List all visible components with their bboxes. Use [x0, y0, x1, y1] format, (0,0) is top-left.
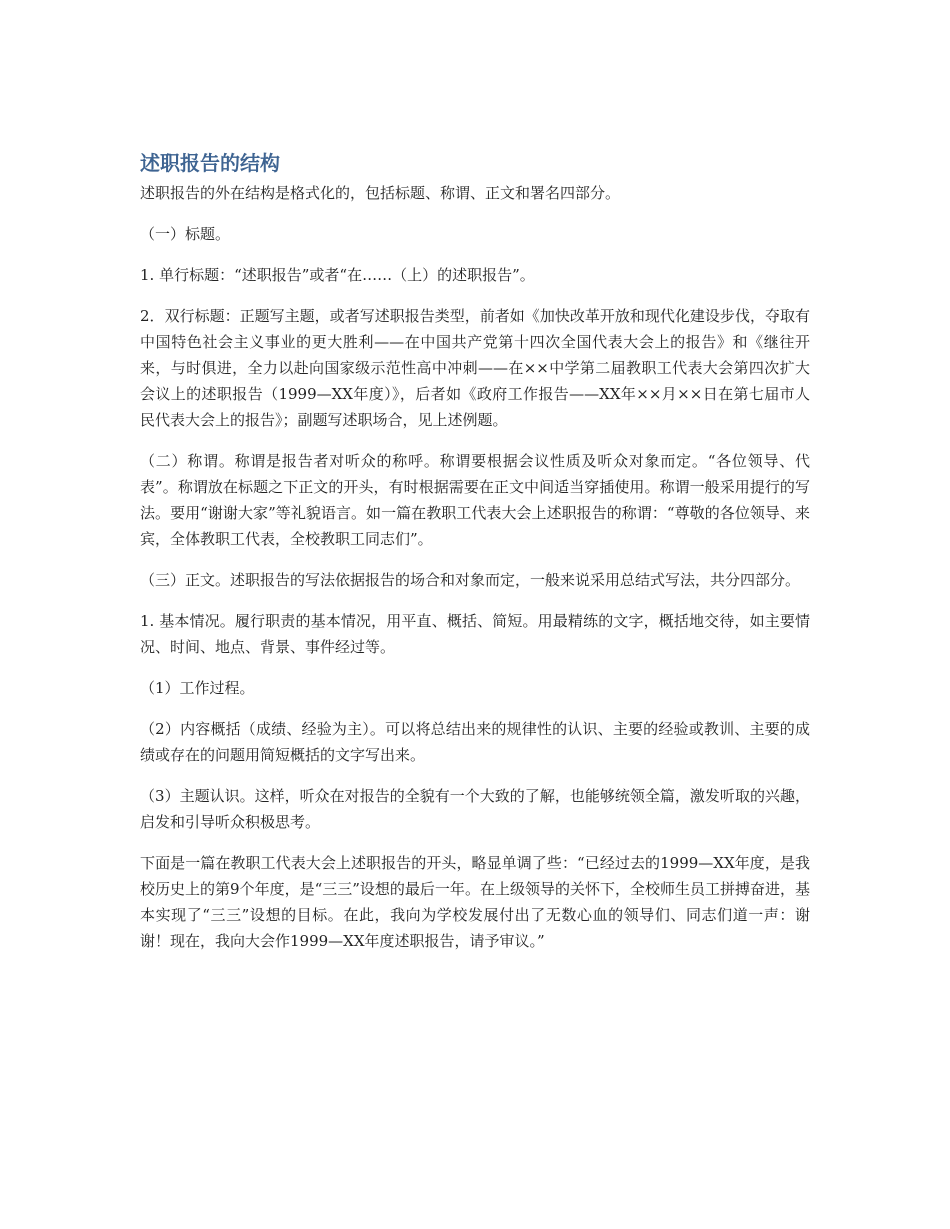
- paragraph-work-process: （1）工作过程。: [140, 679, 255, 697]
- paragraph-single-line-title: 1. 单行标题：“述职报告”或者“在……（上）的述职报告”。: [140, 266, 535, 284]
- paragraph-section-body: （三）正文。述职报告的写法依据报告的场合和对象而定，一般来说采用总结式写法，共分四部分。: [140, 571, 801, 589]
- paragraph-example-opening: 下面是一篇在教职工代表大会上述职报告的开头，略显单调了些：“已经过去的1999—XX年度，是我校历史上的第9个年度，是“三三”设想的最后一年。在上级领导的关怀下，全校师生员工拼搏奋进，基本实现了“三三”设想的目标。在此，我向为学校发展付出了无数心血的领导们、同志们道一声：谢谢！现在，我向大会作1999—XX年度述职报告，请予审议。”: [140, 854, 810, 950]
- paragraph-double-line-title: 2．双行标题：正题写主题，或者写述职报告类型，前者如《加快改革开放和现代化建设步伐，夺取有中国特色社会主义事业的更大胜利——在中国共产党第十四次全国代表大会上的报告》和《继往开来，与时俱进，全力以赴向国家级示范性高中冲刺——在××中学第二届教职工代表大会第四次扩大会议上的述职报告（1999—XX年度）》，后者如《政府工作报告——XX年××月××日在第七届市人民代表大会上的报告》；副题写述职场合，见上述例题。: [140, 307, 810, 429]
- paragraph-section-title: （一）标题。: [140, 225, 231, 243]
- paragraph-section-salutation: （二）称谓。称谓是报告者对听众的称呼。称谓要根据会议性质及听众对象而定。“各位领导、代表”。称谓放在标题之下正文的开头，有时根据需要在正文中间适当穿插使用。称谓一般采用提行的写法。要用“谢谢大家”等礼貌语言。如一篇在教职工代表大会上述职报告的称谓：“尊敬的各位领导、来宾，全体教职工代表，全校教职工同志们”。: [140, 452, 810, 548]
- document-title: 述职报告的结构: [140, 151, 280, 175]
- paragraph-theme-understanding: （3）主题认识。这样，听众在对报告的全貌有一个大致的了解，也能够统领全篇，激发听取的兴趣，启发和引导听众积极思考。: [140, 787, 810, 831]
- document-page: [140, 148, 810, 969]
- paragraph-basic-situation: 1. 基本情况。履行职责的基本情况，用平直、概括、简短。用最精练的文字，概括地交待，如主要情况、时间、地点、背景、事件经过等。: [140, 612, 810, 656]
- paragraph-intro: 述职报告的外在结构是格式化的，包括标题、称谓、正文和署名四部分。: [140, 184, 621, 202]
- paragraph-content-summary: （2）内容概括（成绩、经验为主）。可以将总结出来的规律性的认识、主要的经验或教训、主要的成绩或存在的问题用简短概括的文字写出来。: [140, 720, 810, 764]
